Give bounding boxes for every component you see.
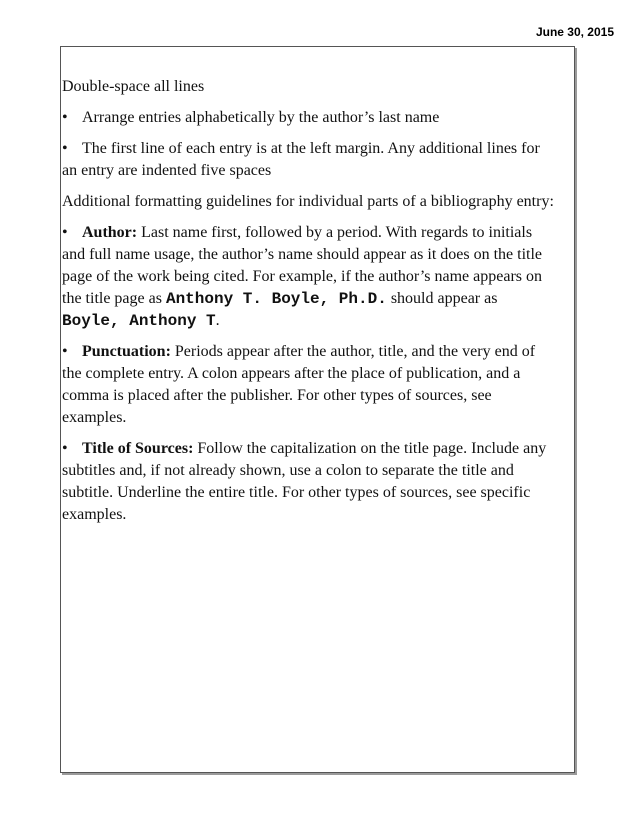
paragraph-punctuation [62, 341, 556, 429]
paragraph-first-line [62, 138, 556, 182]
bullet-marker: • [62, 440, 68, 457]
paragraph-double-space: Double-space all lines [62, 78, 205, 95]
author-text-3: . [215, 312, 220, 329]
author-text-2: should appear as [386, 290, 498, 307]
paragraph-arrange-entries [62, 107, 556, 129]
bullet-marker: • [62, 224, 68, 241]
page-date: June 30, 2015 [535, 25, 614, 39]
slide-content [62, 76, 556, 535]
bullet-marker: • [62, 109, 68, 126]
paragraph-author [62, 222, 556, 332]
author-text-1: Last name first, followed by a period. With regards to initials and full name usage, the author’s name should appear as it does on the title page of the work being cited. For example, if the author’s name appears on the title page as [62, 224, 543, 307]
bullet-marker: • [62, 140, 68, 157]
bullet-marker: • [62, 343, 68, 360]
author-example-original: Anthony T. Boyle, Ph.D. [165, 290, 387, 308]
title-of-sources-label: Title of Sources: [82, 440, 194, 457]
title-of-sources-text: Follow the capitalization on the title page. Include any subtitles and, if not already shown, use a colon to separate the title and subtitle. Underline the entire title. For other types of sources, see specific examples. [62, 440, 547, 523]
author-example-formatted: Boyle, Anthony T [62, 312, 216, 330]
paragraph-additional-guidelines: Additional formatting guidelines for individual parts of a bibliography entry: [62, 193, 554, 210]
first-line-text: The first line of each entry is at the left margin. Any additional lines for an entry are indented five spaces [62, 140, 540, 179]
punctuation-label: Punctuation: [82, 343, 171, 360]
punctuation-text: Periods appear after the author, title, and the very end of the complete entry. A colon appears after the place of publication, and a comma is placed after the publisher. For other types of sources, see examples. [62, 343, 536, 426]
author-label: Author: [82, 224, 138, 241]
paragraph-title-of-sources [62, 438, 556, 526]
arrange-entries-text: Arrange entries alphabetically by the author’s last name [82, 109, 440, 126]
